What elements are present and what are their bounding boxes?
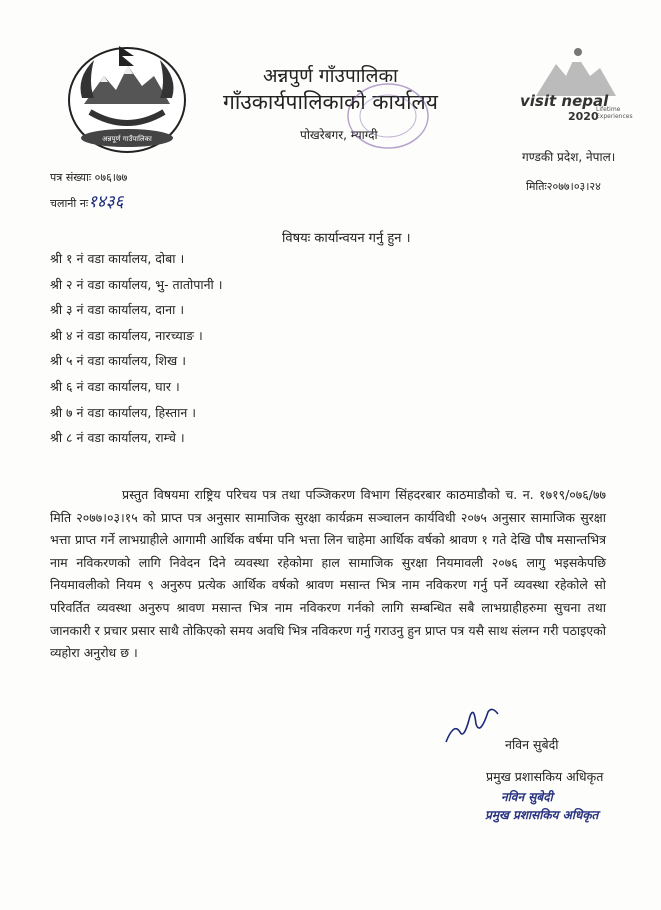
recipient-item: श्री ३ नं वडा कार्यालय, दाना । — [50, 302, 185, 318]
recipient-item: श्री ५ नं वडा कार्यालय, शिख । — [50, 353, 186, 369]
letter-date: मितिः२०७७।०३।२४ — [526, 180, 601, 193]
visit-nepal-2020-logo — [516, 46, 633, 130]
recipient-item: श्री १ नं वडा कार्यालय, दोबा । — [50, 251, 185, 266]
stamp-title: प्रमुख प्रशासकिय अधिकृत — [485, 808, 599, 822]
org-name: अन्नपुर्ण गाँउपालिका — [263, 65, 398, 87]
org-office: गाँउकार्यपालिकाको कार्यालय — [223, 90, 438, 114]
recipient-list — [50, 246, 223, 451]
visit-nepal-year: 2020 — [568, 110, 599, 123]
signer-name: नविन सुबेदी — [505, 737, 559, 752]
visit-word: visit — [520, 92, 557, 110]
org-address: पोखरेबगर, म्याग्दी — [300, 128, 378, 142]
handwritten-signature — [442, 702, 506, 746]
recipient-item: श्री ७ नं वडा कार्यालय, हिस्तान । — [50, 404, 197, 420]
reference-number: पत्र संख्याः ०७६।७७ — [50, 171, 128, 184]
dispatch-number-row — [50, 189, 123, 212]
subject-line: विषयः कार्यान्वयन गर्नु हुन । — [282, 231, 411, 246]
recipient-item: श्री ४ नं वडा कार्यालय, नारच्याङ । — [50, 327, 203, 343]
letter-body: प्रस्तुत विषयमा राष्ट्रिय परिचय पत्र तथा पञ्जिकरण विभाग सिंहदरबार काठमाडौको च. न. १७१९/०७६/७७ मिति २०७७।०३।१५ को प्राप्त पत्र अनुसार सामाजिक सुरक्षा कार्यक्रम सञ्चालन कार्यविधी २०७५ अनुसार सामाजिक सुरक्षा भत्ता प्राप्त गर्ने लाभग्राहीले आगामी आर्थिक वर्षमा पनि भत्ता लिन चाहेमा आर्थिक वर्षको श्रावण १ गते देखि पौष मसान्तभित्र नाम नविकरणको लागि निवेदन दिने व्यवस्था रहेकोमा हाल सामाजिक सुरक्षा नियमावली २०७६ लागु भइसकेपछि नियमावलीको नियम ९ अनुरुप प्रत्येक आर्थिक वर्षको श्रावण मसान्त भित्र नाम नविकरण गर्नु पर्ने व्यवस्था रहेकोले सो परिवर्तित व्यवस्था अनुरुप श्रावण मसान्त भित्र नाम नविकरण गर्नको लागि सम्बन्धित सबै लाभग्राहीहरुमा सुचना तथा जानकारी र प्रचार प्रसार साथै तोकिएको समय अवधि भित्र नविकरण गर्नु गराउनु हुन प्राप्त पत्र यसै साथ संलग्न गरी पठाइएको व्यहोरा अनुरोध छ । — [50, 487, 606, 661]
dispatch-label: चलानी नः — [50, 197, 89, 210]
stamp-name: नविन सुबेदी — [501, 790, 553, 804]
recipient-item: श्री ६ नं वडा कार्यालय, घार । — [50, 378, 180, 394]
province-line: गण्डकी प्रदेश, नेपाल। — [522, 150, 616, 164]
nepal-word: nepal — [561, 92, 609, 110]
recipient-item: श्री ८ नं वडा कार्यालय, राम्चे । — [50, 430, 185, 446]
dispatch-number-handwritten: १४३६ — [88, 192, 124, 212]
recipient-item: श्री २ नं वडा कार्यालय, भु- तातोपानी । — [50, 276, 223, 292]
visit-nepal-tagline: Lifetime Experiences — [596, 106, 633, 120]
signer-title: प्रमुख प्रशासकिय अधिकृत — [486, 769, 604, 784]
emblem-text: अन्नपूर्ण गाउँपालिका — [102, 135, 152, 143]
office-seal-stamp — [340, 76, 436, 156]
